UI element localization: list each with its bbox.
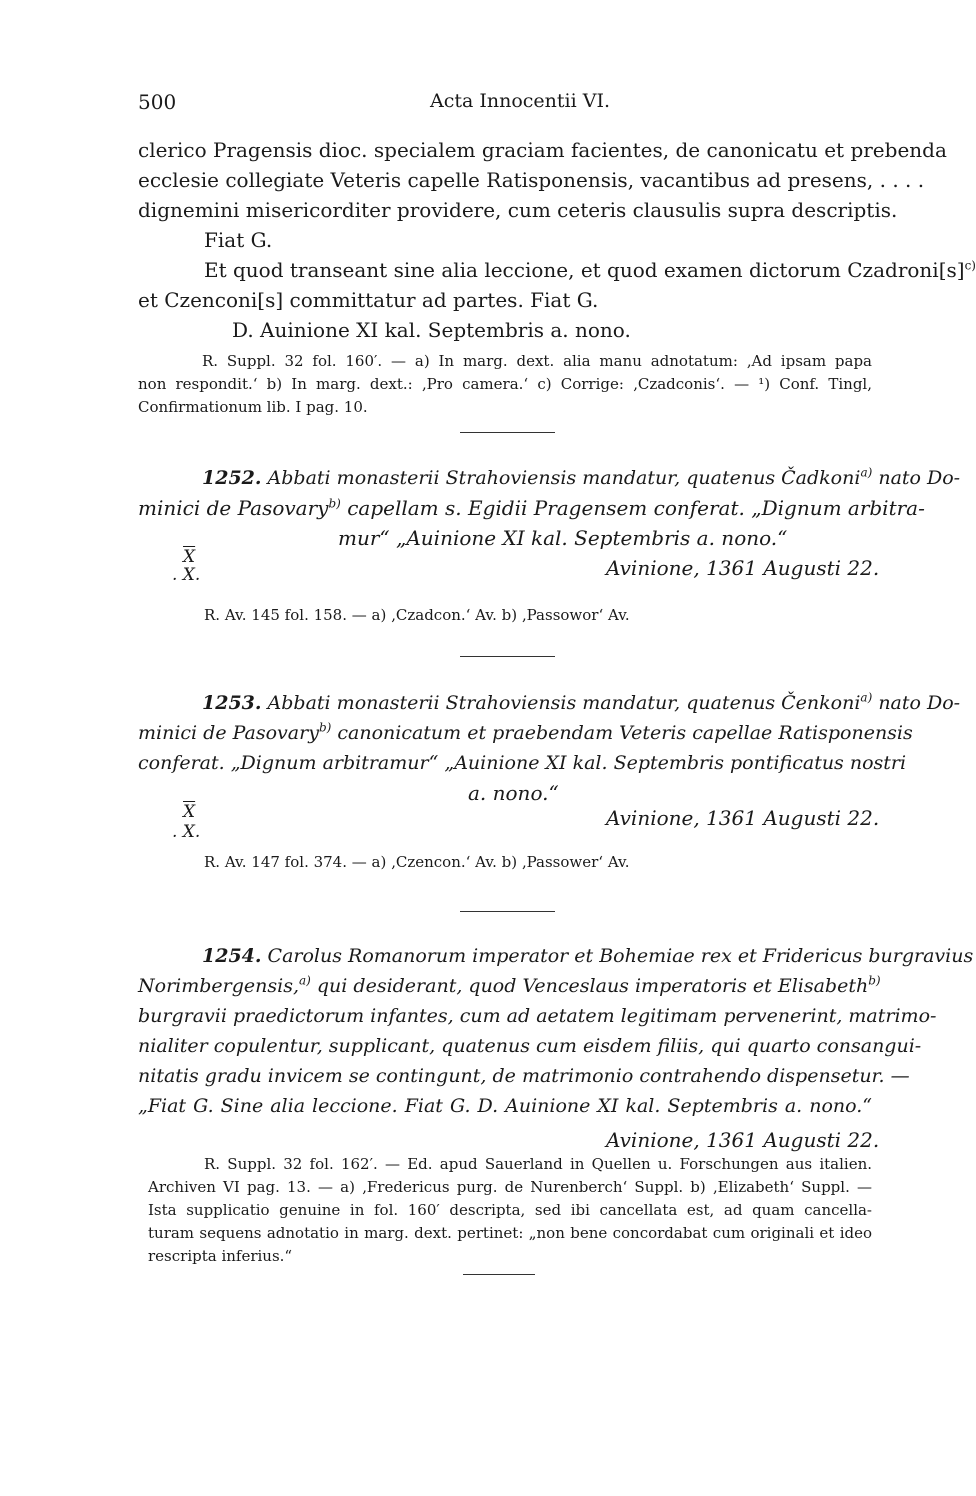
text-line: conferat. „Dignum arbitramur“ „Auinione XI kal. Septembris pontificatus nostri	[138, 752, 907, 774]
footnote-marker: a)	[860, 690, 873, 705]
note-line: turam sequens adnotatio in marg. dext. pertinet: „non bene concordabat cum originali et ideo	[148, 1224, 872, 1242]
text-span: Abbati monasterii Strahoviensis mandatur, quatenus Čenkoni	[267, 692, 861, 714]
note-line: R. Suppl. 32 fol. 162′. — Ed. apud Sauerland in Quellen u. Forschungen aus italien.	[204, 1155, 872, 1173]
text-line: burgravii praedictorum infantes, cum ad aetatem legitimam pervenerint, matrimo-	[138, 1005, 937, 1027]
entry-number: 1253.	[202, 692, 262, 714]
entry-1253-text	[138, 688, 961, 808]
entry-number: 1254.	[202, 945, 262, 967]
place-date: Avinione, 1361 Augusti 22.	[606, 806, 880, 830]
entry-1254-notes	[138, 1153, 872, 1268]
text-line	[138, 493, 925, 523]
note-line: Archiven VI pag. 13. — a) ‚Fredericus purg. de Nurenberch‘ Suppl. b) ‚Elizabeth‘ Suppl. —	[148, 1178, 872, 1196]
separator-rule	[460, 911, 555, 912]
separator-rule	[460, 656, 555, 657]
text-span: Abbati monasterii Strahoviensis mandatur, quatenus Čadkoni	[267, 467, 861, 489]
footnote-marker: b)	[868, 973, 881, 988]
entry-1251-text	[138, 135, 976, 345]
note-line: R. Av. 145 fol. 158. — a) ‚Czadcon.‘ Av. b) ‚Passowor‘ Av.	[204, 606, 630, 624]
note-line: Confirmationum lib. I pag. 10.	[138, 398, 368, 416]
text-line: et Czenconi[s] committatur ad partes. Fiat G.	[138, 288, 599, 312]
text-span: Norimbergensis,	[138, 975, 299, 997]
text-line	[138, 688, 961, 718]
running-title: Acta Innocentii VI.	[430, 90, 610, 112]
text-line: nialiter copulentur, supplicant, quatenus cum eisdem filiis, qui quarto consangui-	[138, 1035, 922, 1057]
text-line: clerico Pragensis dioc. specialem graciam facientes, de canonicatu et prebenda	[138, 138, 947, 162]
footnote-marker: b)	[328, 496, 341, 511]
text-span: nato Do-	[878, 692, 961, 714]
text-span: qui desiderant, quod Venceslaus imperatoris et Elisabeth	[316, 975, 869, 997]
marginal-mark-top: $\overline{X}$	[183, 802, 196, 822]
text-line	[138, 718, 913, 748]
note-line: non respondit.‘ b) In marg. dext.: ‚Pro camera.‘ c) Corrige: ‚Czadconis‘. — ¹) Conf. Tingl,	[138, 375, 872, 393]
note-line: rescripta inferius.“	[148, 1247, 293, 1265]
text-line	[138, 255, 976, 285]
entry-number: 1252.	[202, 467, 262, 489]
text-line: ecclesie collegiate Veteris capelle Ratisponensis, vacantibus ad presens, . . . .	[138, 168, 925, 192]
text-span: nato Do-	[878, 467, 961, 489]
text-span: minici de Pasovary	[138, 722, 319, 744]
text-span: Carolus Romanorum imperator et Bohemiae rex et Fridericus burgravius	[267, 945, 974, 967]
text-line: nitatis gradu invicem se contingunt, de matrimonio contrahendo dispensetur. —	[138, 1065, 910, 1087]
text-span: canonicatum et praebendam Veteris capellae Ratisponensis	[337, 722, 913, 744]
dated-line: D. Auinione XI kal. Septembris a. nono.	[232, 318, 631, 342]
place-date: Avinione, 1361 Augusti 22.	[606, 556, 880, 580]
text-line: „Fiat G. Sine alia leccione. Fiat G. D. Auinione XI kal. Septembris a. nono.“	[138, 1095, 872, 1117]
entry-1251-notes	[138, 350, 872, 419]
note-line: Ista supplicatio genuine in fol. 160′ descripta, sed ibi cancellata est, ad quam cancella-	[148, 1201, 872, 1219]
text-span: capellam s. Egidii Pragensem conferat. „Dignum arbitra-	[347, 496, 925, 520]
fiat-line: Fiat G.	[204, 228, 273, 252]
footnote-marker: a)	[860, 465, 873, 480]
page-number: 500	[138, 90, 177, 114]
text-line: a. nono.“	[468, 781, 559, 805]
marginal-mark-bottom: . X.	[172, 565, 201, 585]
text-line: dignemini misericorditer providere, cum ceteris clausulis supra descriptis.	[138, 198, 898, 222]
separator-rule	[460, 432, 555, 433]
text-line: mur“ „Auinione XI kal. Septembris a. nono.“	[338, 526, 788, 550]
text-line	[138, 463, 961, 493]
marginal-mark-top: $\overline{X}$	[183, 547, 196, 567]
footnote-marker: b)	[318, 720, 332, 735]
marginal-mark-bottom: . X.	[172, 822, 201, 842]
entry-1254-text	[138, 941, 974, 1121]
note-line: R. Av. 147 fol. 374. — a) ‚Czencon.‘ Av. b) ‚Passower‘ Av.	[204, 853, 630, 871]
place-date: Avinione, 1361 Augusti 22.	[606, 1128, 880, 1152]
footnote-marker: a)	[299, 973, 311, 988]
entry-1252-text	[138, 463, 961, 553]
separator-rule	[463, 1274, 535, 1275]
text-span: minici de Pasovary	[138, 496, 329, 520]
text-span: Et quod transeant sine alia leccione, et quod examen dictorum Czadroni[s]	[204, 258, 965, 282]
footnote-marker: c)	[964, 258, 976, 273]
text-line	[138, 971, 881, 1001]
text-line	[138, 941, 974, 971]
note-line: R. Suppl. 32 fol. 160′. — a) In marg. dext. alia manu adnotatum: ‚Ad ipsam papa	[202, 352, 872, 370]
